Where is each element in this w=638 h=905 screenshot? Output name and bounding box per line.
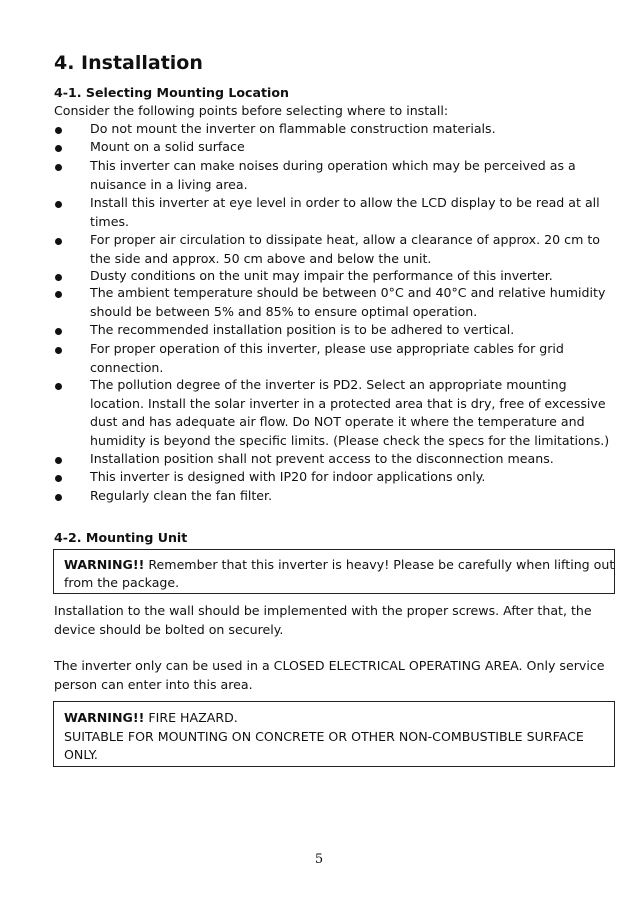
list-item-text: connection. [90,359,164,375]
page-number: 5 [314,852,324,867]
list-item-text: should be between 5% and 85% to ensure optimal operation. [90,303,478,319]
warning-heavy-line2: from the package. [64,575,180,590]
list-item-text: Mount on a solid surface [90,139,245,154]
list-item-text: times. [90,213,130,229]
intro-text: Consider the following points before selecting where to install: [54,103,449,118]
warning-fire-line2: SUITABLE FOR MOUNTING ON CONCRETE OR OTHER NON-COMBUSTIBLE SURFACE [64,729,584,744]
list-item-text: The ambient temperature should be between 0°C and 40°C and relative humidity [90,285,606,300]
list-item-text: Regularly clean the fan filter. [90,488,273,503]
list-item-text: the side and approx. 50 cm above and below the unit. [90,250,432,266]
paragraph-operating-area-line2: person can enter into this area. [54,677,253,692]
bullet-icon [55,238,62,245]
list-item-text: Do not mount the inverter on flammable construction materials. [90,121,496,136]
bullet-icon [55,291,62,298]
list-item-text: Installation position shall not prevent access to the disconnection means. [90,451,554,466]
warning-heavy-line1 [64,557,614,572]
list-item-text: location. Install the solar inverter in a protected area that is dry, free of excessive [90,395,606,411]
paragraph-wall-install-line1: Installation to the wall should be implemented with the proper screws. After that, the [54,603,592,618]
list-item-text: Install this inverter at eye level in order to allow the LCD display to be read at all [90,195,600,210]
bullet-icon [55,201,62,208]
list-item-text: The recommended installation position is to be adhered to vertical. [90,322,515,337]
warning-label: WARNING!! [64,710,145,725]
warning-fire-line1 [64,710,238,725]
bullet-icon [55,164,62,171]
list-item-text: nuisance in a living area. [90,176,248,192]
bullet-icon [55,328,62,335]
warning-label: WARNING!! [64,557,145,572]
bullet-icon [55,475,62,482]
list-item-text: This inverter can make noises during operation which may be perceived as a [90,158,576,173]
list-item-text: For proper operation of this inverter, please use appropriate cables for grid [90,341,564,356]
list-item-text: This inverter is designed with IP20 for indoor applications only. [90,469,486,484]
bullet-icon [55,347,62,354]
list-item-text: For proper air circulation to dissipate heat, allow a clearance of approx. 20 cm to [90,232,601,247]
warning-fire-line3: ONLY. [64,747,98,762]
list-item-text: dust and has adequate air flow. Do NOT operate it where the temperature and [90,414,585,429]
bullet-icon [55,274,62,281]
bullet-icon [55,494,62,501]
bullet-icon [55,457,62,464]
subsection-title-mounting-unit: 4-2. Mounting Unit [54,530,188,545]
list-item-text: humidity is beyond the specific limits. (Please check the specs for the limitations.) [90,432,610,448]
warning-fire-text: FIRE HAZARD. [144,710,238,725]
bullet-icon [55,127,62,134]
bullet-icon [55,145,62,152]
warning-heavy-text: Remember that this inverter is heavy! Please be carefully when lifting out [144,557,615,572]
paragraph-wall-install-line2: device should be bolted on securely. [54,622,284,637]
list-item-text: Dusty conditions on the unit may impair the performance of this inverter. [90,268,553,283]
paragraph-operating-area-line1: The inverter only can be used in a CLOSED ELECTRICAL OPERATING AREA. Only service [54,658,605,673]
section-title: 4. Installation [54,52,203,74]
bullet-icon [55,383,62,390]
list-item-text: The pollution degree of the inverter is PD2. Select an appropriate mounting [90,377,567,392]
subsection-title-selecting-location: 4-1. Selecting Mounting Location [54,85,289,100]
